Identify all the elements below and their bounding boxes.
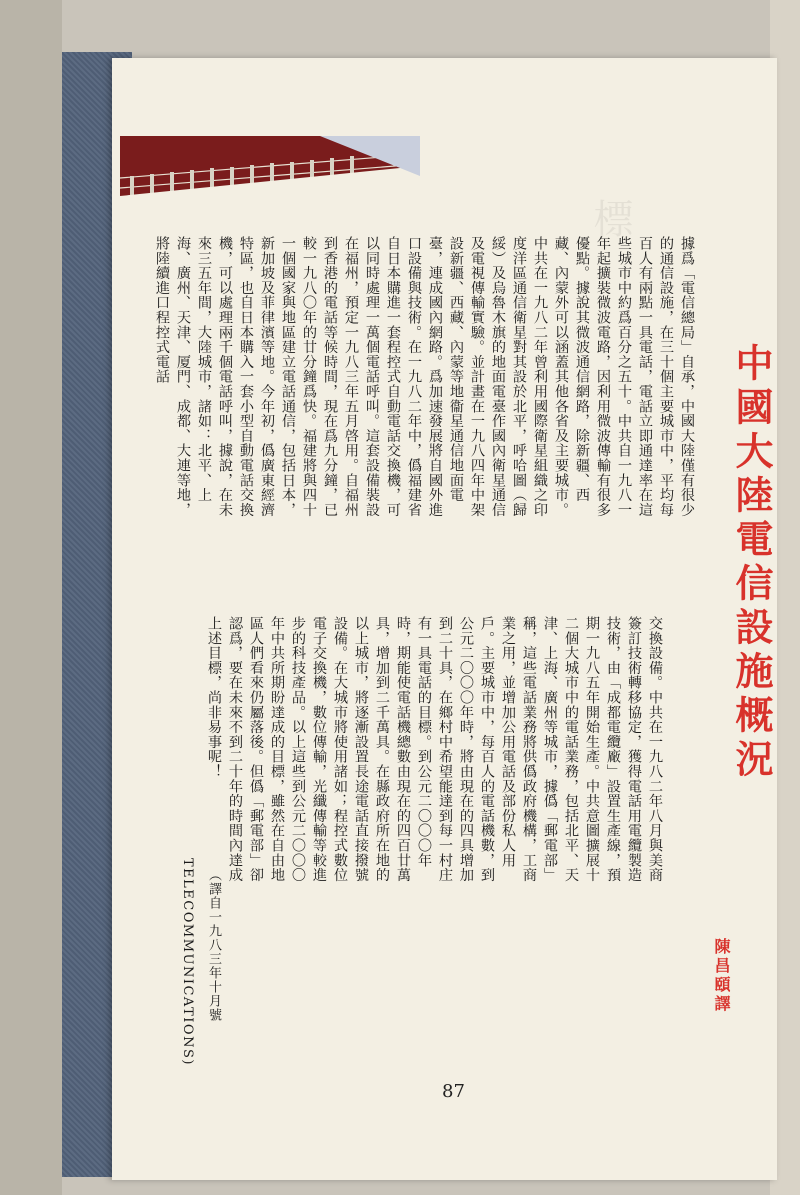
source-credit-english: TELECOMMUNICATIONS) (180, 858, 195, 1066)
magazine-page (112, 58, 777, 1180)
show-through-text: 標 (587, 198, 633, 250)
translator-credit: 陳昌頤譯 (712, 938, 731, 1014)
page-number: 87 (442, 1081, 465, 1102)
header-photo (120, 136, 420, 206)
background-edge (0, 0, 62, 1195)
source-credit-chinese: （譯自一九八三年十月號 (206, 868, 221, 1022)
article-body-lower: 交換設備。中共在一九八二年八月與美商簽訂技術轉移協定，獲得電話用電纜製造技術，由「成都電纜廠」設置生產線，預期一九八五年開始生產。中共意圖擴展十二個大城市中的電話業務，包括北平、天津、上海、廣州等城市，據僞「郵電部」稱，這些電話業務將供僞政府機構，工商業之用，並增加公用電話及部份私人用戶。主要城市中，每百人的電話機數，到公元二〇〇〇年時，將由現在的四具增加到二十具，在鄉村中希望能達到每一村庄有一具電話的目標。到公元二〇〇〇年時，期能使電話機總數由現在的四百廿萬具，增加到二千萬具。在縣政府所在地的以上城市，將逐漸設置長途電話直接撥號設備。在大城市將使用諸如；程控式數位電子交換機，數位傳輸，光纖傳輸等較進步的科技產品。以上這些到公元二〇〇〇年中共所期盼達成的目標，雖然在自由地區人們看來仍屬落後。但僞「郵電部」卻認爲，要在未來不到二十年的時間內達成上述目標，尚非易事呢！ (206, 616, 663, 883)
article-body-upper: 據爲「電信總局」自承，中國大陸僅有很少的通信設施，在三十個主要城市中，平均每百人有兩點一具電話，電話立即通達率在這些城市中約爲百分之五十。中共自一九八一年起擴裝微波電路，因利用微波傳輸有很多優點。據說其微波通信網路，除新疆、西藏、內蒙外可以涵蓋其他各省及主要城市。中共在一九八二年曾利用國際衛星組織之印度洋區通信衛星對其設於北平，呼哈圖（歸綏）及烏魯木旗的地面電臺作國內衛星通信及電視傳輸實驗。並計畫在一九八四年中架設新疆、西藏、內蒙等地衞星通信地面電臺，連成國內網路。爲加速發展將自國外進口設備與技術。在一九八二年中，僞福建省自日本購進一套程控式自動電話交換機，可以同時處理一萬個電話呼叫。這套設備裝設在福州，預定一九八三年五月啓用。自福州到香港的電話等候時間，現在爲九分鐘，已較一九八〇年的廿分鐘爲快。福建將與四十一個國家與地區建立電話通信，包括日本，新加坡及菲律濱等地。今年初，僞廣東經濟特區，也自日本購入一套小型自動電話交換機，可以處理兩千個電話呼叫，據說，在未來三五年間，大陸城市，諸如：北平、上海、廣州、天津、厦門、成都、大連等地，將陸續進口程控式電話 (154, 236, 695, 518)
article-title: 中國大陸電信設施概況 (729, 343, 774, 783)
